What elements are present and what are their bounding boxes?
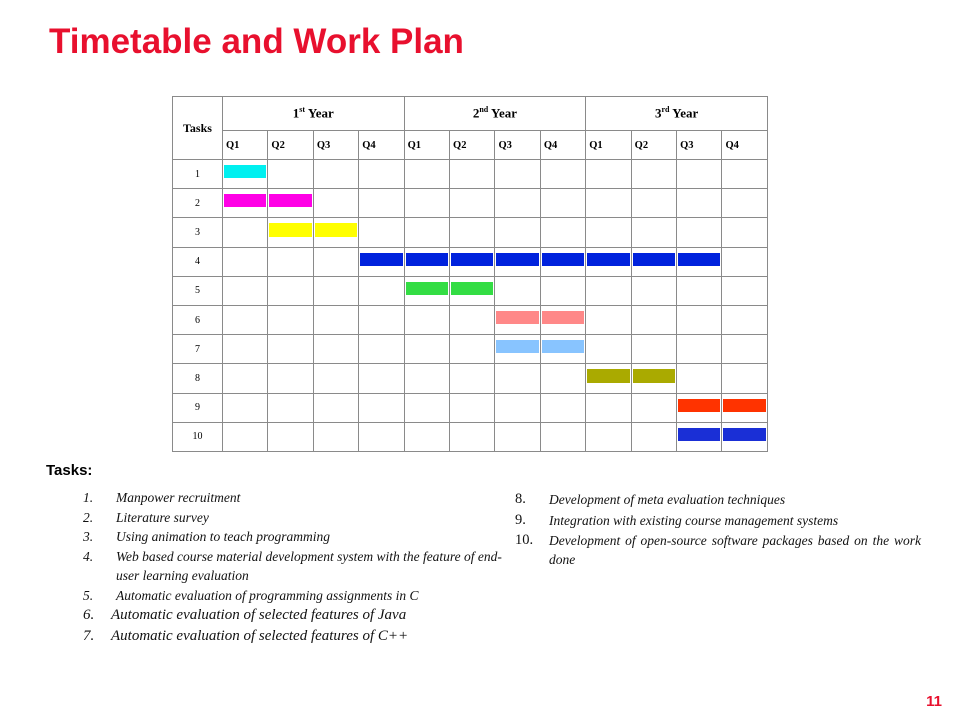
gantt-row bbox=[173, 422, 768, 451]
gantt-cell bbox=[450, 276, 495, 305]
task-number: 5. bbox=[83, 587, 94, 603]
gantt-cell bbox=[677, 364, 722, 393]
gantt-cell bbox=[586, 364, 631, 393]
gantt-cell bbox=[359, 247, 404, 276]
gantt-cell bbox=[677, 335, 722, 364]
gantt-cell bbox=[586, 393, 631, 422]
gantt-cell bbox=[677, 247, 722, 276]
gantt-task-number: 1 bbox=[173, 160, 223, 189]
tasks-column-header: Tasks bbox=[173, 97, 223, 160]
gantt-cell bbox=[450, 364, 495, 393]
gantt-cell bbox=[586, 305, 631, 334]
gantt-cell bbox=[450, 247, 495, 276]
gantt-cell bbox=[404, 393, 449, 422]
gantt-cell bbox=[359, 335, 404, 364]
gantt-cell bbox=[677, 305, 722, 334]
gantt-cell bbox=[631, 422, 676, 451]
gantt-task-number: 9 bbox=[173, 393, 223, 422]
task-number: 6. bbox=[83, 607, 95, 623]
quarter-header: Q1 bbox=[404, 131, 449, 160]
gantt-cell bbox=[677, 276, 722, 305]
gantt-cell bbox=[268, 364, 313, 393]
gantt-cell bbox=[313, 393, 358, 422]
gantt-cell bbox=[631, 218, 676, 247]
gantt-cell bbox=[404, 422, 449, 451]
quarter-header: Q2 bbox=[631, 131, 676, 160]
gantt-bar-segment bbox=[496, 311, 538, 324]
gantt-cell bbox=[450, 335, 495, 364]
gantt-chart bbox=[172, 96, 768, 452]
task-item-3 bbox=[83, 527, 513, 547]
gantt-cell bbox=[495, 364, 540, 393]
gantt-bar-segment bbox=[633, 369, 675, 382]
gantt-bar-segment bbox=[542, 311, 584, 324]
gantt-cell bbox=[495, 247, 540, 276]
gantt-cell bbox=[359, 160, 404, 189]
year-label: Year bbox=[305, 105, 334, 121]
task-item-7 bbox=[83, 626, 513, 647]
quarter-header: Q4 bbox=[359, 131, 404, 160]
gantt-cell bbox=[722, 422, 768, 451]
slide-title: Timetable and Work Plan bbox=[49, 22, 464, 61]
gantt-bar-segment bbox=[451, 253, 493, 266]
gantt-task-number: 7 bbox=[173, 335, 223, 364]
gantt-cell bbox=[677, 218, 722, 247]
gantt-task-number: 3 bbox=[173, 218, 223, 247]
gantt-task-number: 5 bbox=[173, 276, 223, 305]
gantt-cell bbox=[450, 189, 495, 218]
gantt-cell bbox=[450, 305, 495, 334]
gantt-cell bbox=[313, 422, 358, 451]
gantt-cell bbox=[359, 305, 404, 334]
quarter-header: Q2 bbox=[450, 131, 495, 160]
task-number: 7. bbox=[83, 628, 95, 644]
gantt-cell bbox=[404, 218, 449, 247]
gantt-cell bbox=[313, 218, 358, 247]
gantt-row bbox=[173, 393, 768, 422]
gantt-cell bbox=[722, 335, 768, 364]
gantt-bar-segment bbox=[542, 253, 584, 266]
gantt-row bbox=[173, 189, 768, 218]
gantt-cell bbox=[495, 422, 540, 451]
gantt-bar-segment bbox=[587, 369, 629, 382]
gantt-cell bbox=[586, 247, 631, 276]
gantt-bar-segment bbox=[269, 194, 311, 207]
quarter-header-row bbox=[173, 131, 768, 160]
task-item-2 bbox=[83, 508, 513, 528]
quarter-header: Q1 bbox=[223, 131, 268, 160]
gantt-cell bbox=[631, 393, 676, 422]
gantt-cell bbox=[722, 218, 768, 247]
gantt-bar-segment bbox=[315, 223, 357, 236]
gantt-bar-segment bbox=[451, 282, 493, 295]
gantt-row bbox=[173, 364, 768, 393]
gantt-cell bbox=[404, 247, 449, 276]
year-suffix: rd bbox=[661, 105, 670, 115]
gantt-row bbox=[173, 276, 768, 305]
gantt-bar-segment bbox=[678, 399, 720, 412]
gantt-row bbox=[173, 160, 768, 189]
gantt-bar-segment bbox=[406, 282, 448, 295]
gantt-bar-segment bbox=[406, 253, 448, 266]
gantt-cell bbox=[631, 160, 676, 189]
quarter-header: Q3 bbox=[677, 131, 722, 160]
gantt-cell bbox=[313, 276, 358, 305]
task-text: Manpower recruitment bbox=[116, 490, 241, 505]
gantt-cell bbox=[540, 305, 585, 334]
gantt-cell bbox=[223, 247, 268, 276]
gantt-bar-segment bbox=[496, 253, 538, 266]
gantt-bar-segment bbox=[723, 428, 766, 441]
gantt-cell bbox=[313, 305, 358, 334]
gantt-cell bbox=[677, 189, 722, 218]
task-item-4 bbox=[83, 547, 513, 586]
gantt-cell bbox=[540, 247, 585, 276]
gantt-cell bbox=[268, 247, 313, 276]
gantt-cell bbox=[540, 422, 585, 451]
quarter-header: Q3 bbox=[495, 131, 540, 160]
gantt-cell bbox=[359, 364, 404, 393]
gantt-bar-segment bbox=[633, 253, 675, 266]
gantt-cell bbox=[677, 160, 722, 189]
task-item-6 bbox=[83, 605, 513, 626]
gantt-task-number: 6 bbox=[173, 305, 223, 334]
task-list-right bbox=[515, 489, 935, 569]
gantt-cell bbox=[631, 335, 676, 364]
gantt-cell bbox=[722, 276, 768, 305]
task-number: 9. bbox=[515, 512, 526, 528]
gantt-bar-segment bbox=[723, 399, 766, 412]
gantt-cell bbox=[586, 189, 631, 218]
gantt-cell bbox=[223, 160, 268, 189]
gantt-row bbox=[173, 305, 768, 334]
gantt-cell bbox=[495, 276, 540, 305]
gantt-bar-segment bbox=[224, 165, 266, 178]
gantt-cell bbox=[677, 422, 722, 451]
gantt-cell bbox=[540, 335, 585, 364]
gantt-cell bbox=[722, 247, 768, 276]
gantt-cell bbox=[450, 160, 495, 189]
task-item-1 bbox=[83, 488, 513, 508]
gantt-bar-segment bbox=[269, 223, 311, 236]
gantt-cell bbox=[495, 189, 540, 218]
gantt-cell bbox=[540, 160, 585, 189]
year-label: Year bbox=[488, 105, 518, 121]
year-suffix: st bbox=[299, 105, 306, 115]
gantt-cell bbox=[540, 364, 585, 393]
gantt-cell bbox=[404, 189, 449, 218]
gantt-cell bbox=[268, 160, 313, 189]
task-number: 4. bbox=[83, 548, 94, 564]
page-number: 11 bbox=[926, 693, 942, 710]
gantt-cell bbox=[495, 305, 540, 334]
year-ordinal: 1 bbox=[292, 105, 300, 121]
gantt-cell bbox=[268, 305, 313, 334]
gantt-cell bbox=[586, 335, 631, 364]
gantt-task-number: 4 bbox=[173, 247, 223, 276]
gantt-table bbox=[172, 96, 768, 452]
gantt-cell bbox=[404, 276, 449, 305]
gantt-cell bbox=[223, 335, 268, 364]
task-text: Automatic evaluation of programming assignments in C bbox=[116, 587, 419, 603]
gantt-cell bbox=[495, 160, 540, 189]
task-text: Automatic evaluation of selected features of C++ bbox=[111, 628, 409, 644]
task-text: Development of meta evaluation techniques bbox=[549, 492, 786, 507]
gantt-cell bbox=[586, 276, 631, 305]
gantt-cell bbox=[359, 393, 404, 422]
gantt-bar-segment bbox=[496, 340, 538, 353]
year-header-2 bbox=[404, 97, 586, 131]
gantt-cell bbox=[586, 160, 631, 189]
gantt-cell bbox=[223, 276, 268, 305]
task-text: Automatic evaluation of selected features of Java bbox=[111, 607, 407, 623]
gantt-bar-segment bbox=[587, 253, 629, 266]
year-ordinal: 2 bbox=[472, 105, 480, 121]
year-label: Year bbox=[669, 105, 699, 121]
gantt-cell bbox=[223, 218, 268, 247]
gantt-cell bbox=[677, 393, 722, 422]
gantt-cell bbox=[631, 305, 676, 334]
task-text: Using animation to teach programming bbox=[116, 529, 330, 544]
gantt-cell bbox=[450, 422, 495, 451]
gantt-cell bbox=[631, 247, 676, 276]
task-number: 2. bbox=[83, 509, 94, 525]
task-item-10 bbox=[515, 531, 935, 569]
gantt-task-number: 2 bbox=[173, 189, 223, 218]
gantt-cell bbox=[540, 218, 585, 247]
gantt-cell bbox=[404, 160, 449, 189]
gantt-cell bbox=[313, 335, 358, 364]
gantt-cell bbox=[313, 189, 358, 218]
gantt-cell bbox=[223, 189, 268, 218]
gantt-cell bbox=[268, 422, 313, 451]
gantt-cell bbox=[631, 276, 676, 305]
year-header-1 bbox=[223, 97, 405, 131]
gantt-bar-segment bbox=[678, 253, 720, 266]
gantt-cell bbox=[359, 189, 404, 218]
gantt-cell bbox=[586, 422, 631, 451]
gantt-cell bbox=[313, 364, 358, 393]
gantt-cell bbox=[404, 335, 449, 364]
gantt-bar-segment bbox=[542, 340, 584, 353]
gantt-cell bbox=[404, 305, 449, 334]
gantt-row bbox=[173, 247, 768, 276]
task-number: 8. bbox=[515, 491, 526, 507]
gantt-cell bbox=[540, 276, 585, 305]
gantt-cell bbox=[722, 364, 768, 393]
quarter-header: Q4 bbox=[722, 131, 768, 160]
gantt-row bbox=[173, 335, 768, 364]
gantt-cell bbox=[268, 393, 313, 422]
task-text: Web based course material development system with the feature of end-user learning evaluation bbox=[116, 548, 502, 583]
task-text: Development of open-source software packages based on the work done bbox=[549, 533, 921, 567]
gantt-cell bbox=[359, 218, 404, 247]
quarter-header: Q2 bbox=[268, 131, 313, 160]
task-number: 1. bbox=[83, 490, 94, 505]
gantt-cell bbox=[450, 393, 495, 422]
task-text: Literature survey bbox=[116, 509, 209, 525]
gantt-cell bbox=[495, 218, 540, 247]
task-number: 10. bbox=[515, 532, 534, 548]
gantt-cell bbox=[631, 189, 676, 218]
gantt-cell bbox=[722, 160, 768, 189]
gantt-cell bbox=[268, 276, 313, 305]
gantt-bar-segment bbox=[360, 253, 402, 266]
gantt-cell bbox=[313, 247, 358, 276]
gantt-cell bbox=[586, 218, 631, 247]
gantt-cell bbox=[223, 393, 268, 422]
gantt-cell bbox=[404, 364, 449, 393]
tasks-legend-heading: Tasks: bbox=[46, 462, 93, 479]
year-header-3 bbox=[586, 97, 768, 131]
task-list-left bbox=[83, 488, 513, 647]
task-number: 3. bbox=[83, 529, 94, 544]
gantt-cell bbox=[268, 218, 313, 247]
gantt-bar-segment bbox=[224, 194, 266, 207]
gantt-cell bbox=[722, 305, 768, 334]
year-suffix: nd bbox=[479, 105, 489, 115]
gantt-cell bbox=[495, 393, 540, 422]
gantt-cell bbox=[223, 305, 268, 334]
gantt-cell bbox=[495, 335, 540, 364]
gantt-task-number: 8 bbox=[173, 364, 223, 393]
gantt-body bbox=[173, 160, 768, 452]
task-item-9 bbox=[515, 510, 935, 531]
gantt-cell bbox=[540, 393, 585, 422]
task-item-5 bbox=[83, 586, 513, 606]
gantt-task-number: 10 bbox=[173, 422, 223, 451]
gantt-cell bbox=[540, 189, 585, 218]
gantt-bar-segment bbox=[678, 428, 720, 441]
gantt-row bbox=[173, 218, 768, 247]
quarter-header: Q4 bbox=[540, 131, 585, 160]
quarter-header: Q1 bbox=[586, 131, 631, 160]
gantt-cell bbox=[223, 422, 268, 451]
gantt-cell bbox=[450, 218, 495, 247]
gantt-cell bbox=[359, 276, 404, 305]
quarter-header: Q3 bbox=[313, 131, 358, 160]
gantt-cell bbox=[631, 364, 676, 393]
gantt-cell bbox=[722, 189, 768, 218]
task-item-8 bbox=[515, 489, 935, 510]
gantt-cell bbox=[313, 160, 358, 189]
year-ordinal: 3 bbox=[654, 105, 662, 121]
gantt-cell bbox=[268, 335, 313, 364]
gantt-cell bbox=[268, 189, 313, 218]
gantt-cell bbox=[223, 364, 268, 393]
gantt-cell bbox=[722, 393, 768, 422]
gantt-cell bbox=[359, 422, 404, 451]
task-text: Integration with existing course management systems bbox=[549, 513, 839, 528]
